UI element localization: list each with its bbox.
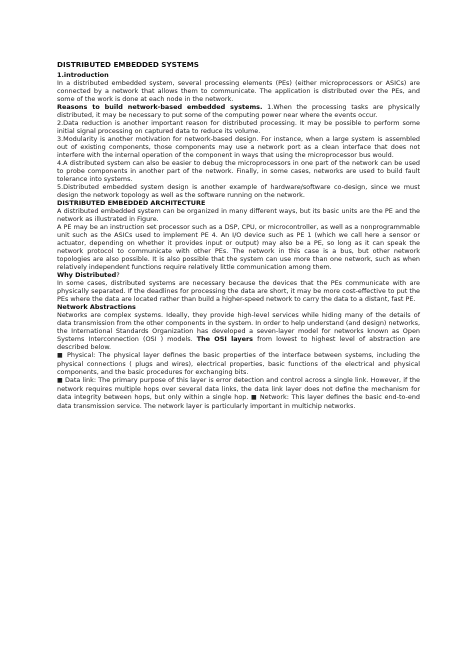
reasons-label: Reasons to build network-based embedded systems.: [57, 103, 263, 111]
network-layer-label: Network:: [259, 393, 289, 401]
why-distributed-paragraph: In some cases, distributed systems are necessary because the devices that the PEs communicate with are physically separated. If the deadlines for processing the data are short, it may be more cost-effective to put the PEs where the data are located rather than build a higher-speed network to carry the data to a distant, fast PE.: [57, 279, 420, 303]
physical-layer-label: Physical:: [67, 351, 96, 359]
network-abstractions-heading: Network Abstractions: [57, 303, 136, 311]
data-link-layer-label: Data link:: [64, 376, 97, 384]
data-link-layer-text: The primary purpose of this layer is error detection and control across a single link. However, if the network requires multiple hops over several data links, the data link layer does not define the mechanism for data integrity between hops, but only within a single hop.: [57, 376, 421, 401]
document-page: [57, 60, 420, 410]
why-distributed-heading: [57, 271, 420, 279]
osi-layers-label: The OSI layers: [196, 335, 253, 343]
physical-layer-paragraph: [57, 351, 420, 376]
physical-layer-text: The physical layer defines the basic properties of the interface between systems, including the physical connections ( plugs and wires), electrical properties, basic functions of the electrical and physical components, and the basic procedures for exchanging bits.: [57, 351, 420, 376]
document-title: DISTRIBUTED EMBEDDED SYSTEMS: [57, 60, 199, 69]
network-abstractions-text-a: Networks are complex systems. Ideally, they provide high-level services while hiding many of the details of data transmission from the other components in the system. In order to help understand (and design) networks, the International Standards Organization has developed a seven-layer model for networks known as Open Systems Interconnection (OSI ) models.: [57, 311, 420, 343]
introduction-heading: 1.introduction: [57, 71, 109, 79]
why-distributed-heading-text: Why Distributed: [57, 271, 117, 279]
why-distributed-question-mark: ?: [116, 271, 120, 279]
network-layer-text: This layer defines the basic end-to-end data transmission service. The network layer is particularly important in multichip networks.: [57, 393, 421, 410]
architecture-paragraph-1: A distributed embedded system can be organized in many different ways, but its basic units are the PE and the network as illustrated in Figure.: [57, 207, 420, 223]
square-bullet-icon: ■: [57, 377, 63, 384]
reasons-paragraph: [57, 103, 420, 119]
architecture-heading: DISTRIBUTED EMBEDDED ARCHITECTURE: [57, 199, 206, 207]
introduction-paragraph: In a distributed embedded system, several processing elements (PEs) (either microprocessors or ASICs) are connected by a network that allows them to communicate. The application is distributed over the PEs, and some of the work is done at each node in the network.: [57, 79, 420, 103]
square-bullet-icon: ■: [57, 352, 64, 359]
reason-3-paragraph: 3.Modularity is another motivation for network-based design. For instance, when a large system is assembled out of existing components, those components may use a network port as a clean interface that does not interfere with the internal operation of the component in ways that using the microprocessor bus would.: [57, 135, 420, 159]
architecture-paragraph-2: A PE may be an instruction set processor such as a DSP, CPU, or microcontroller, as well as a nonprogrammable unit such as the ASICs used to implement PE 4. An I/O device such as PE 1 (which we call here a sensor or actuator, depending on whether it provides input or output) may also be a PE, so long as it can speak the network protocol to communicate with other PEs. The network in this case is a bus, but other network topologies are also possible. It is also possible that the system can use more than one network, such as when relatively independent functions require relatively little communication among them.: [57, 223, 420, 271]
reason-5-paragraph: 5.Distributed embedded system design is another example of hardware/software co-design, since we must design the network topology as well as the software running on the network.: [57, 183, 420, 199]
data-link-layer-paragraph: [57, 376, 420, 410]
square-bullet-icon: ■: [250, 394, 258, 401]
network-abstractions-paragraph: [57, 311, 420, 351]
reason-2-paragraph: 2.Data reduction is another important reason for distributed processing. It may be possible to perform some initial signal processing on captured data to reduce its volume.: [57, 119, 420, 135]
reason-1-text: 1.When the processing tasks are physically distributed, it may be necessary to put some of the computing power near where the events occur.: [57, 103, 420, 119]
reason-4-paragraph: 4.A distributed system can also be easier to debug the microprocessors in one part of the network can be used to probe components in another part of the network. Finally, in some cases, networks are used to build fault tolerance into systems.: [57, 159, 420, 183]
network-abstractions-text-c: from lowest to highest level of abstraction are described below.: [57, 335, 421, 351]
